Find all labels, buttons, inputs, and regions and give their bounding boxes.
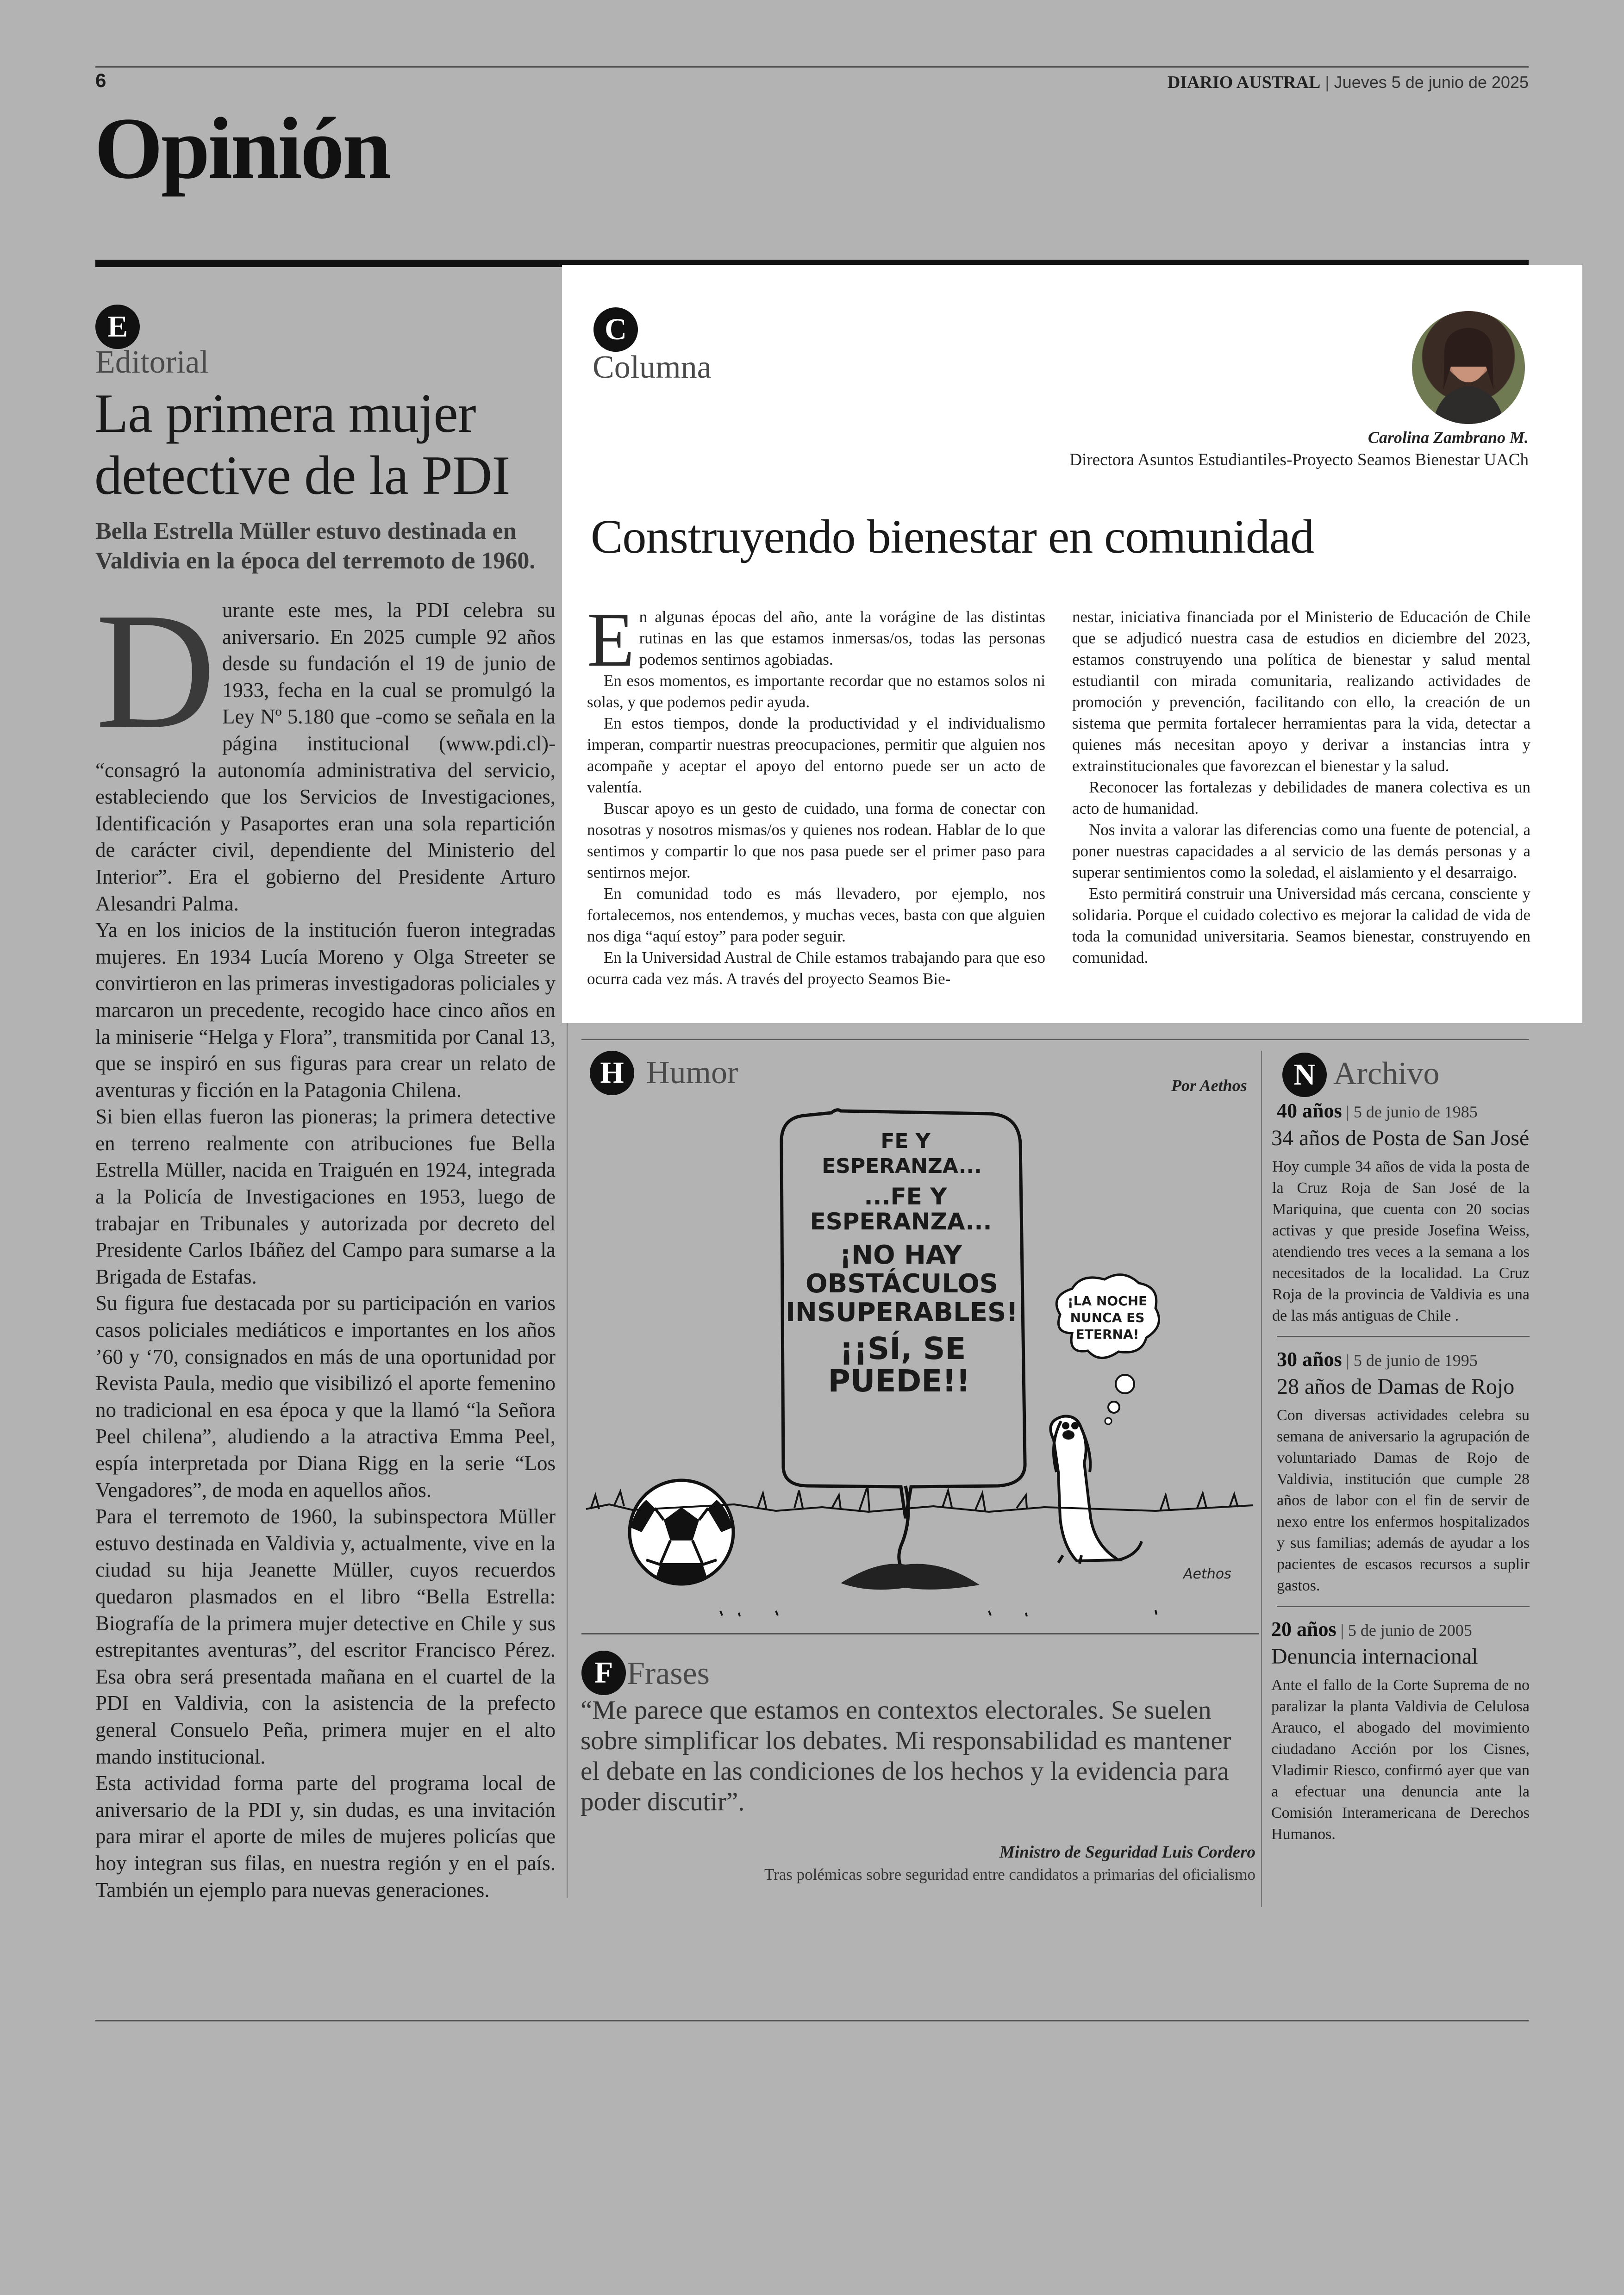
ground-specks	[720, 1610, 1156, 1616]
speech-line: ESPERANZA...	[822, 1154, 982, 1178]
thought-dot	[1105, 1418, 1112, 1424]
thought-text	[1068, 1293, 1147, 1342]
archivo-separator	[1277, 1336, 1530, 1337]
editorial-dropcap: D	[95, 578, 216, 763]
dirt-mound	[841, 1564, 980, 1590]
frases-quote: “Me parece que estamos en contextos electorales. Se suelen sobre simplificar los debates. Mi responsabilidad es mantener el debate en las condiciones de los hechos y la evidencia para poder discutir”.	[581, 1696, 1231, 1816]
speech-line: ¡¡SÍ, SE	[839, 1331, 966, 1366]
archivo-entry	[1271, 1347, 1530, 1597]
column-body-left	[587, 597, 1045, 990]
column-paragraph: En esos momentos, es importante recordar que no estamos solos ni solas, y que podemos pedir ayuda.	[587, 672, 1045, 711]
archivo-years: 30 años	[1277, 1348, 1342, 1371]
frases-attribution: Ministro de Seguridad Luis Cordero	[999, 1843, 1255, 1862]
archivo-text: Hoy cumple 34 años de vida la posta de la Cruz Roja de San José de la Mariquina, que cuenta con 20 socias activas y que preside Josefina Weiss, atendiendo tres veces a la semana a los necesitados de la localidad. La Cruz Roja de la provincia de Valdivia es una de las más antiguas de Chile .	[1272, 1158, 1530, 1324]
speech-line: PUEDE!!	[828, 1363, 970, 1399]
section-title: Opinión	[94, 100, 390, 197]
thought-dot	[1116, 1375, 1134, 1393]
cartoonist-signature: Aethos	[1183, 1566, 1231, 1582]
thought-line: ETERNA!	[1075, 1327, 1139, 1342]
bottom-rule	[95, 2020, 1529, 2021]
column-badge: C	[593, 307, 638, 352]
archivo-text: Ante el fallo de la Corte Suprema de no paralizar la planta Valdivia de Celulosa Arauco, el abogado del movimiento ciudadano Acción por los Cisnes, Vladimir Riesco, confirmó ayer que van a efectuar una denuncia ante la Comisión Interamericana de Derechos Humanos.	[1271, 1677, 1530, 1843]
archivo-title: 28 años de Damas de Rojo	[1277, 1374, 1515, 1399]
column-paragraph: Nos invita a valorar las diferencias como una fuente de potencial, a poner nuestras capacidades a al servicio de las demás personas y a superar sentimientos como la soledad, el aislamiento y el desarraigo.	[1072, 821, 1530, 881]
column-paragraph: Buscar apoyo es un gesto de cuidado, una forma de conectar con nosotras y nosotros mismas/os y quienes nos rodean. Hablar de lo que sentimos y compartir lo que nos pasa puede ser el primer paso para sentirnos mejor.	[587, 799, 1045, 881]
archivo-years: 20 años	[1271, 1618, 1337, 1640]
column-body-right	[1072, 606, 1530, 968]
speech-line: ESPERANZA...	[810, 1208, 992, 1235]
archivo-text: Con diversas actividades celebra su semana de aniversario la agrupación de voluntariado Damas de Rojo de Valdivia, institución que cumple 28 años de labor con el fin de servir de nexo entre los enfermos hospitalizados y sus familias; además de ayudar a los pacientes de escasos recursos a suplir gastos.	[1277, 1407, 1530, 1594]
archivo-date: 5 de junio de 1985	[1353, 1103, 1478, 1121]
archivo-entry-header: 20 años | 5 de junio de 2005	[1271, 1618, 1472, 1640]
separator: |	[1325, 73, 1334, 92]
frases-label: Frases	[627, 1656, 710, 1691]
archivo-entry-header: 30 años | 5 de junio de 1995	[1277, 1348, 1478, 1371]
archivo-badge: N	[1282, 1053, 1327, 1097]
frases-top-rule	[581, 1633, 1259, 1634]
editorial-paragraph: Esta actividad forma parte del programa local de aniversario de la PDI y, sin dudas, es una invitación para mirar el aporte de miles de mujeres policías que hoy integran sus filas, en nuestra región y en el país. También un ejemplo para nuevas generaciones.	[95, 1771, 556, 1902]
newspaper-date-line	[1168, 72, 1529, 93]
column-paragraph: Reconocer las fortalezas y debilidades de manera colectiva es un acto de humanidad.	[1072, 778, 1530, 817]
column-paragraph: nestar, iniciativa financiada por el Ministerio de Educación de Chile que se adjudicó nuestra casa de estudios en diciembre del 2023, estamos construyendo una política de bienestar y salud mental estudiantil con mirada comunitaria, realizando actividades de promoción y prevención, facilitando con ello, la creación de un sistema que permita fortalecer herramientas para la vida, detectar a quienes más necesitan apoyo y derivar a instancias intra y extrainstitucionales que favorezcan el bienestar y la salud.	[1072, 608, 1530, 775]
humor-label: Humor	[646, 1055, 738, 1091]
speech-line: ...FE Y	[864, 1183, 947, 1210]
column-author-role: Directora Asuntos Estudiantiles-Proyecto Seamos Bienestar UACh	[1069, 450, 1529, 469]
column-paragraph: n algunas épocas del año, ante la vorágine de las distintas rutinas en las que estamos inmersas/os, todas las personas podemos sentirnos agobiadas.	[639, 608, 1045, 668]
archivo-entries	[1271, 1099, 1530, 1845]
speech-text	[786, 1129, 1018, 1399]
thought-line: NUNCA ES	[1070, 1310, 1145, 1325]
column-label: Columna	[593, 349, 712, 385]
editorial-headline: La primera mujer detective de la PDI	[94, 382, 510, 506]
editorial-paragraph: Si bien ellas fueron las pioneras; la primera detective en terreno realmente con atribuciones fue Bella Estrella Müller, nacida en Traiguén en 1924, integrada a la Policía de Investigaciones en 1953, luego de trabajar en Tribunales y autorizada por decreto del Presidente Carlos Ibáñez del Campo para sumarse a la Brigada de Estafas.	[95, 1105, 556, 1288]
humor-top-rule	[581, 1039, 1529, 1040]
page-number: 6	[95, 69, 106, 91]
archivo-label: Archivo	[1333, 1056, 1440, 1091]
speech-line: INSUPERABLES!	[786, 1297, 1018, 1328]
column-dropcap: E	[587, 597, 635, 683]
column-paragraph: En estos tiempos, donde la productividad y el individualismo imperan, compartir nuestras preocupaciones, permitir que alguien nos acompañe y aceptar el apoyo del entorno puede ser un acto de valentía.	[587, 714, 1045, 796]
top-rule	[95, 66, 1529, 68]
issue-date: Jueves 5 de junio de 2025	[1334, 73, 1529, 92]
archivo-title: 34 años de Posta de San José	[1271, 1126, 1530, 1150]
editorial-subhead: Bella Estrella Müller estuvo destinada en Valdivia en la época del terremoto de 1960.	[95, 518, 536, 574]
thought-dot	[1108, 1402, 1119, 1413]
humor-credit: Por Aethos	[1171, 1076, 1247, 1095]
archivo-date: 5 de junio de 1995	[1353, 1351, 1478, 1370]
frases-badge: F	[581, 1651, 626, 1695]
column-paragraph: En la Universidad Austral de Chile estamos trabajando para que eso ocurra cada vez más. A través del proyecto Seamos Bie-	[587, 948, 1045, 988]
archivo-entry-header: 40 años | 5 de junio de 1985	[1277, 1099, 1478, 1122]
column-paragraph: En comunidad todo es más llevadero, por ejemplo, nos fortalecemos, nos entendemos, y muchas veces, basta con que alguien nos diga “aquí estoy” para poder seguir.	[587, 885, 1045, 945]
archivo-date: 5 de junio de 2005	[1348, 1621, 1472, 1640]
archivo-entry	[1271, 1617, 1530, 1845]
editorial-paragraph: Su figura fue destacada por su participación en varios casos policiales mediáticos e importantes en los años ’60 y ‘70, consignados en más de una oportunidad por Revista Paula, medio que visibilizó el aporte femenino no tradicional en esa época y que la llamó “la Señora Peel chilena”, aludiendo a la atractiva Emma Peel, espía interpretada por Diana Rigg en la serie “Los Vengadores”, de moda en aquellos años.	[95, 1291, 556, 1502]
archivo-separator	[1277, 1606, 1530, 1607]
archivo-entry	[1271, 1099, 1530, 1327]
editorial-badge: E	[95, 305, 140, 349]
humor-badge: H	[590, 1051, 634, 1095]
speech-line: FE Y	[881, 1129, 931, 1153]
thought-line: ¡LA NOCHE	[1067, 1293, 1148, 1309]
archivo-years: 40 años	[1277, 1099, 1342, 1122]
newspaper-name: DIARIO AUSTRAL	[1167, 73, 1321, 92]
column-paragraph: Esto permitirá construir una Universidad más cercana, consciente y solidaria. Porque el cuidado colectivo es mejorar la calidad de vida de toda la comunidad universitaria. Seamos bienestar, construyendo en comunidad.	[1072, 885, 1530, 967]
column-headline: Construyendo bienestar en comunidad	[591, 510, 1314, 563]
archivo-divider	[1261, 1051, 1262, 1907]
author-photo	[1412, 311, 1525, 424]
humor-cartoon	[581, 1102, 1257, 1625]
editorial-body	[95, 578, 556, 1903]
dog-icon	[1050, 1416, 1142, 1564]
editorial-paragraph: Para el terremoto de 1960, la subinspectora Müller estuvo destinada en Valdivia y, actualmente, vive en la ciudad su hija Jeanette Müller, cuyos recuerdos quedaron plasmados en el libro “Bella Estrella: Biografía de la primera mujer detective en Chile y sus estrepitantes aventuras”, del escritor Francisco Pérez. Esa obra será presentada mañana en el cuartel de la PDI en Valdivia, con la asistencia de la prefecto general Consuelo Peña, primera mujer en el alto mando institucional.	[95, 1505, 556, 1768]
archivo-title: Denuncia internacional	[1271, 1644, 1478, 1669]
speech-line: ¡NO HAY	[839, 1240, 962, 1270]
person-silhouette-icon	[1412, 311, 1525, 424]
soccer-ball-icon	[630, 1480, 733, 1584]
column-author-name: Carolina Zambrano M.	[1368, 428, 1529, 447]
speech-line: OBSTÁCULOS	[805, 1269, 999, 1299]
editorial-paragraph: urante este mes, la PDI celebra su aniversario. En 2025 cumple 92 años desde su fundación el 19 de junio de 1933, fecha en la cual se promulgó la Ley Nº 5.180 que -como se señala en la página institucional (www.pdi.cl)- “consagró la autonomía administrativa del servicio, estableciendo que los Servicios de Investigaciones, Identificación y Pasaportes eran una sola repartición de carácter civil, dependiente del Ministerio del Interior”. Era el gobierno del Presidente Arturo Alesandri Palma.	[95, 599, 556, 915]
frases-context: Tras polémicas sobre seguridad entre candidatos a primarias del oficialismo	[764, 1865, 1255, 1883]
editorial-paragraph: Ya en los inicios de la institución fueron integradas mujeres. En 1934 Lucía Moreno y Olga Streeter se convirtieron en las primeras investigadoras policiales y marcaron un precedente, recogido hace cinco años en la miniserie “Helga y Flora”, transmitida por Canal 13, que se inspiró en sus figuras para crear un relato de aventuras y ficción en la Patagonia Chilena.	[95, 918, 556, 1102]
editorial-label: Editorial	[95, 344, 209, 380]
